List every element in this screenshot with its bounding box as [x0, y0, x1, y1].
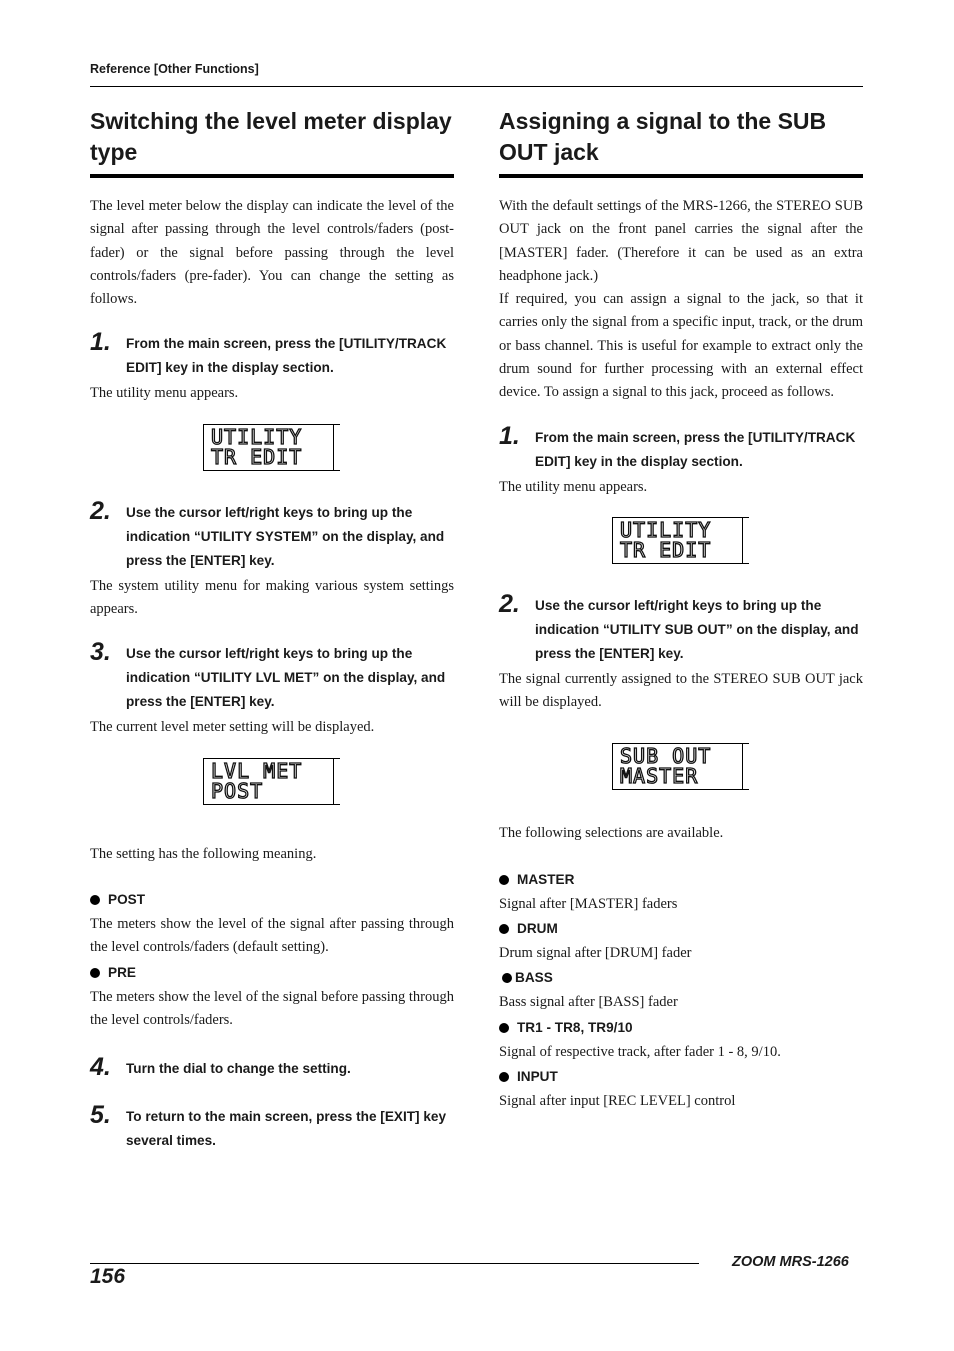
step-1 — [499, 421, 863, 474]
step-result: The current level meter setting will be displayed. — [90, 719, 375, 736]
step-result: The signal currently assigned to the STEREO SUB OUT jack will be displayed. — [499, 670, 863, 711]
step-instruction: To return to the main screen, press the [EXIT] key several times. — [126, 1109, 447, 1149]
step-instruction: From the main screen, press the [UTILITY/TRACK EDIT] key in the display section. — [535, 429, 856, 469]
selections-text: The following selections are available. — [499, 824, 724, 841]
step-1 — [90, 328, 454, 380]
option-description: Bass signal after [BASS] fader — [499, 994, 678, 1011]
step-number: 5. — [90, 1101, 111, 1130]
right-column — [499, 106, 863, 1113]
section-title-level-meter: Switching the level meter display type — [90, 106, 454, 178]
option-label: MASTER — [517, 871, 575, 887]
option-input — [499, 1067, 863, 1087]
lcd-display — [203, 424, 340, 471]
intro-paragraph: The level meter below the display can indicate the level of the signal after passing through the level controls/faders (post-fader) or the signal before passing through the level controls/faders (pre-fader). You can change the setting as follows. — [90, 198, 454, 308]
step-result: The utility menu appears. — [499, 478, 648, 495]
option-bass — [499, 968, 863, 988]
footer-rule — [90, 1263, 699, 1264]
bullet-icon — [499, 1023, 509, 1033]
page-number: 156 — [90, 1265, 126, 1288]
step-result: The system utility menu for making various system settings appears. — [90, 577, 454, 618]
step-number: 1. — [90, 328, 111, 357]
bullet-icon — [502, 973, 512, 983]
lcd-line-2: POST — [211, 778, 264, 803]
option-description: The meters show the level of the signal after passing through the level controls/faders (default setting). — [90, 915, 454, 956]
product-name: ZOOM MRS-1266 — [732, 1254, 849, 1270]
running-header: Reference [Other Functions] — [90, 62, 259, 76]
step-instruction: Use the cursor left/right keys to bring up the indication “UTILITY LVL MET” on the display, and press the [ENTER] key. — [126, 646, 446, 710]
header-rule — [90, 86, 863, 87]
bullet-icon — [499, 875, 509, 885]
option-label: TR1 - TR8, TR9/10 — [517, 1019, 633, 1035]
step-result: The utility menu appears. — [90, 385, 239, 402]
step-number: 3. — [90, 638, 111, 667]
lcd-line-2: TR EDIT — [620, 537, 712, 562]
step-number: 4. — [90, 1053, 111, 1082]
option-master — [499, 870, 863, 890]
option-label: PRE — [108, 964, 136, 980]
lcd-line-1: UTILITY — [620, 517, 712, 542]
option-description: Drum signal after [DRUM] fader — [499, 945, 692, 962]
bullet-icon — [499, 1072, 509, 1082]
lcd-display — [203, 758, 340, 805]
option-post — [90, 890, 454, 910]
lcd-line-1: UTILITY — [211, 424, 303, 449]
section-title-sub-out: Assigning a signal to the SUB OUT jack — [499, 106, 863, 178]
lcd-line-1: LVL MET — [211, 758, 303, 783]
option-pre — [90, 963, 454, 983]
lcd-display — [612, 517, 749, 564]
lcd-line-2: TR EDIT — [211, 444, 303, 469]
step-3 — [90, 638, 454, 714]
step-instruction: Turn the dial to change the setting. — [126, 1061, 351, 1077]
bullet-icon — [90, 968, 100, 978]
bullet-icon — [90, 895, 100, 905]
step-instruction: Use the cursor left/right keys to bring up the indication “UTILITY SYSTEM” on the display, and press the [ENTER] key. — [126, 504, 445, 568]
option-label: POST — [108, 891, 146, 907]
step-number: 2. — [499, 589, 520, 618]
intro-paragraph-2: If required, you can assign a signal to the jack, so that it carries only the signal from a specific input, track, or the drum or bass channel. This is useful for example to extract only the drum sound for further processing with an external effect device. To assign a signal to this jack, proceed as follows. — [499, 291, 863, 401]
step-instruction: Use the cursor left/right keys to bring up the indication “UTILITY SUB OUT” on the display, and press the [ENTER] key. — [535, 597, 859, 661]
option-label: DRUM — [517, 921, 558, 937]
lcd-line-2: MASTER — [620, 763, 699, 788]
step-number: 2. — [90, 496, 111, 525]
option-tracks — [499, 1018, 863, 1038]
bullet-icon — [499, 924, 509, 934]
step-2 — [499, 589, 863, 666]
step-2 — [90, 496, 454, 573]
lcd-line-1: SUB OUT — [620, 743, 712, 768]
option-label: INPUT — [517, 1069, 558, 1085]
option-description: Signal after [MASTER] faders — [499, 895, 678, 912]
option-drum — [499, 919, 863, 939]
meaning-text: The setting has the following meaning. — [90, 845, 317, 862]
step-5 — [90, 1101, 454, 1153]
option-description: Signal after input [REC LEVEL] control — [499, 1093, 736, 1110]
lcd-display — [612, 743, 749, 790]
option-description: Signal of respective track, after fader 1 - 8, 9/10. — [499, 1043, 781, 1060]
left-column — [90, 106, 454, 1153]
step-instruction: From the main screen, press the [UTILITY/TRACK EDIT] key in the display section. — [126, 336, 447, 376]
option-label: BASS — [515, 970, 553, 986]
step-number: 1. — [499, 421, 520, 450]
intro-paragraph: With the default settings of the MRS-1266, the STEREO SUB OUT jack on the front panel carries the signal after the [MASTER] fader. (Therefore it can be used as an extra headphone jack.) — [499, 198, 863, 284]
option-description: The meters show the level of the signal before passing through the level controls/faders. — [90, 988, 455, 1028]
step-4 — [90, 1053, 454, 1082]
